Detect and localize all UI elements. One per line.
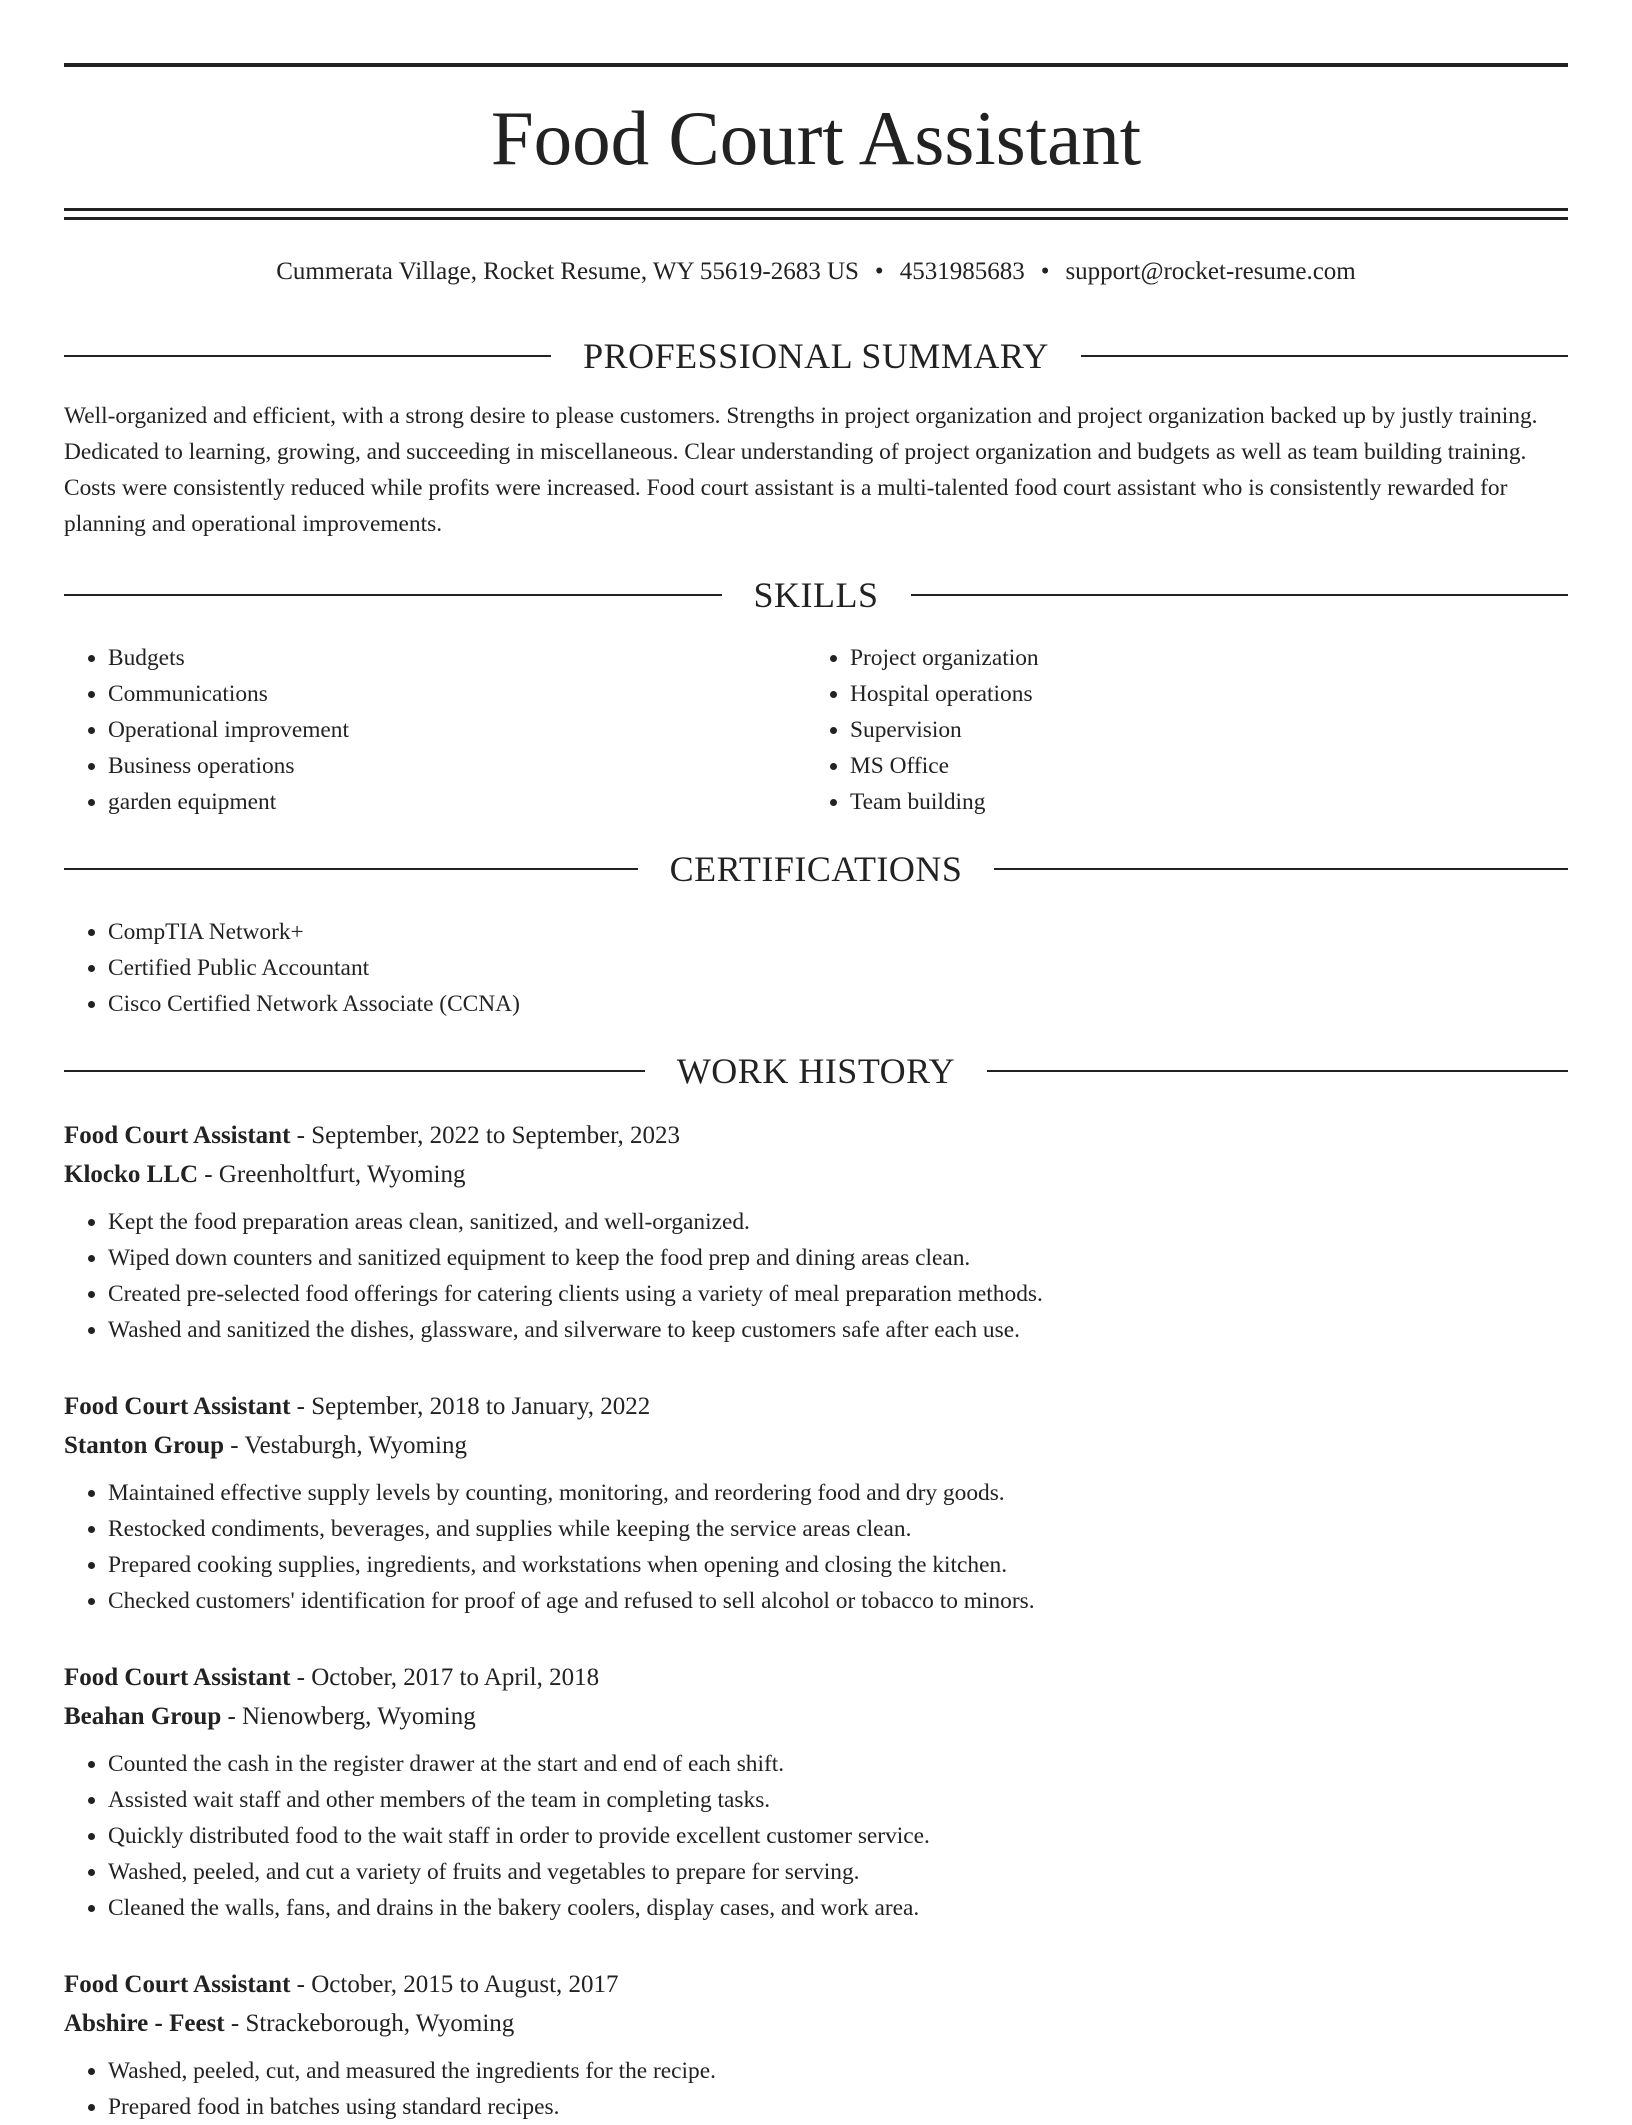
- certification-item: • CompTIA Network+: [108, 914, 1568, 950]
- job-entry: [64, 1658, 1568, 1926]
- contact-separator: •: [874, 258, 884, 285]
- job-duty-item: • Quickly distributed food to the wait staff in order to provide excellent customer service.: [108, 1818, 1568, 1854]
- job-entry: [64, 1387, 1568, 1619]
- heading-rule: [994, 868, 1568, 870]
- certification-item: • Cisco Certified Network Associate (CCNA): [108, 986, 1568, 1022]
- job-company: Klocko LLC: [64, 1161, 199, 1188]
- section-heading-certifications: [64, 849, 1568, 889]
- section-title: SKILLS: [753, 575, 879, 615]
- certifications-list: [64, 914, 1568, 1022]
- skill-item: • Operational improvement: [108, 712, 804, 748]
- section-heading-skills: [64, 575, 1568, 615]
- job-duty-item: • Wiped down counters and sanitized equipment to keep the food prep and dining areas clean.: [108, 1240, 1568, 1276]
- job-location: - Nienowberg, Wyoming: [221, 1703, 476, 1730]
- job-duty-item: • Washed, peeled, cut, and measured the ingredients for the recipe.: [108, 2053, 1568, 2089]
- heading-rule: [911, 594, 1569, 596]
- job-duty-item: • Prepared cooking supplies, ingredients, and workstations when opening and closing the kitchen.: [108, 1547, 1568, 1583]
- heading-rule: [64, 594, 722, 596]
- job-duties-list: [64, 2053, 1568, 2125]
- job-entry: [64, 1116, 1568, 1348]
- job-company: Abshire - Feest: [64, 2010, 225, 2037]
- heading-rule: [64, 355, 551, 357]
- heading-rule: [64, 1070, 645, 1072]
- contact-address: Cummerata Village, Rocket Resume, WY 55619-2683 US: [276, 258, 859, 285]
- job-company-line: [64, 2004, 1568, 2043]
- job-title: Food Court Assistant: [64, 1393, 291, 1420]
- job-location: - Vestaburgh, Wyoming: [224, 1432, 467, 1459]
- title-double-rule: [64, 208, 1568, 220]
- skills-list-left: [64, 640, 804, 820]
- job-title: Food Court Assistant: [64, 1122, 291, 1149]
- job-duty-item: • Cleaned the walls, fans, and drains in the bakery coolers, display cases, and work area.: [108, 1890, 1568, 1926]
- job-entry: [64, 1965, 1568, 2125]
- summary-text: Well-organized and efficient, with a strong desire to please customers. Strengths in project organization and project organization backed up by justly training. Dedicated to learning, growing, and succeeding in miscellaneous. Clear understanding of project organization and budgets as well as team building training. Costs were consistently reduced while profits were increased. Food court assistant is a multi-talented food court assistant who is consistently rewarded for planning and operational improvements.: [64, 403, 1538, 537]
- job-title-line: [64, 1116, 1568, 1155]
- job-title-line: [64, 1387, 1568, 1426]
- skill-item: • garden equipment: [108, 784, 804, 820]
- section-heading-summary: [64, 336, 1568, 376]
- skill-item: • Team building: [850, 784, 1568, 820]
- job-duty-item: • Assisted wait staff and other members of the team in completing tasks.: [108, 1782, 1568, 1818]
- job-duty-item: • Kept the food preparation areas clean, sanitized, and well-organized.: [108, 1204, 1568, 1240]
- job-dates: - September, 2018 to January, 2022: [290, 1393, 651, 1420]
- job-duties-list: [64, 1746, 1568, 1926]
- job-duty-item: • Restocked condiments, beverages, and supplies while keeping the service areas clean.: [108, 1511, 1568, 1547]
- job-duty-item: • Counted the cash in the register drawer at the start and end of each shift.: [108, 1746, 1568, 1782]
- job-location: - Greenholtfurt, Wyoming: [198, 1161, 466, 1188]
- heading-rule: [64, 868, 638, 870]
- job-title-line: [64, 1965, 1568, 2004]
- skill-item: • Supervision: [850, 712, 1568, 748]
- certification-item: • Certified Public Accountant: [108, 950, 1568, 986]
- job-company-line: [64, 1155, 1568, 1194]
- heading-rule: [1081, 355, 1568, 357]
- job-company-line: [64, 1697, 1568, 1736]
- skills-column-left: [64, 640, 804, 820]
- section-title: CERTIFICATIONS: [669, 849, 963, 889]
- contact-email: support@rocket-resume.com: [1065, 258, 1356, 285]
- job-company-line: [64, 1426, 1568, 1465]
- job-company: Beahan Group: [64, 1703, 222, 1730]
- skill-item: • MS Office: [850, 748, 1568, 784]
- job-dates: - September, 2022 to September, 2023: [290, 1122, 681, 1149]
- contact-line: [64, 255, 1568, 289]
- job-company: Stanton Group: [64, 1432, 225, 1459]
- contact-separator: •: [1040, 258, 1050, 285]
- job-duty-item: • Washed and sanitized the dishes, glassware, and silverware to keep customers safe after each use.: [108, 1312, 1568, 1348]
- job-title-line: [64, 1658, 1568, 1697]
- contact-phone: 4531985683: [899, 258, 1025, 285]
- skills-list-right: [806, 640, 1568, 820]
- top-rule: [64, 63, 1568, 67]
- job-duties-list: [64, 1204, 1568, 1348]
- skills-column-right: [806, 640, 1568, 820]
- skill-item: • Hospital operations: [850, 676, 1568, 712]
- job-title: Food Court Assistant: [64, 1664, 291, 1691]
- job-duty-item: • Created pre-selected food offerings for catering clients using a variety of meal preparation methods.: [108, 1276, 1568, 1312]
- section-heading-work: [64, 1051, 1568, 1091]
- section-title: PROFESSIONAL SUMMARY: [583, 336, 1049, 376]
- skill-item: • Budgets: [108, 640, 804, 676]
- job-title: Food Court Assistant: [64, 1971, 291, 1998]
- heading-rule: [987, 1070, 1568, 1072]
- resume-title: Food Court Assistant: [490, 95, 1142, 181]
- job-duty-item: • Checked customers' identification for proof of age and refused to sell alcohol or tobacco to minors.: [108, 1583, 1568, 1619]
- job-duty-item: • Prepared food in batches using standard recipes.: [108, 2089, 1568, 2125]
- job-location: - Strackeborough, Wyoming: [224, 2010, 515, 2037]
- section-title: WORK HISTORY: [676, 1051, 956, 1091]
- job-duty-item: • Washed, peeled, and cut a variety of fruits and vegetables to prepare for serving.: [108, 1854, 1568, 1890]
- skill-item: • Business operations: [108, 748, 804, 784]
- job-duty-item: • Maintained effective supply levels by counting, monitoring, and reordering food and dry goods.: [108, 1475, 1568, 1511]
- job-duties-list: [64, 1475, 1568, 1619]
- skill-item: • Communications: [108, 676, 804, 712]
- job-dates: - October, 2017 to April, 2018: [290, 1664, 600, 1691]
- skill-item: • Project organization: [850, 640, 1568, 676]
- job-dates: - October, 2015 to August, 2017: [290, 1971, 619, 1998]
- certifications-block: [64, 914, 1568, 1022]
